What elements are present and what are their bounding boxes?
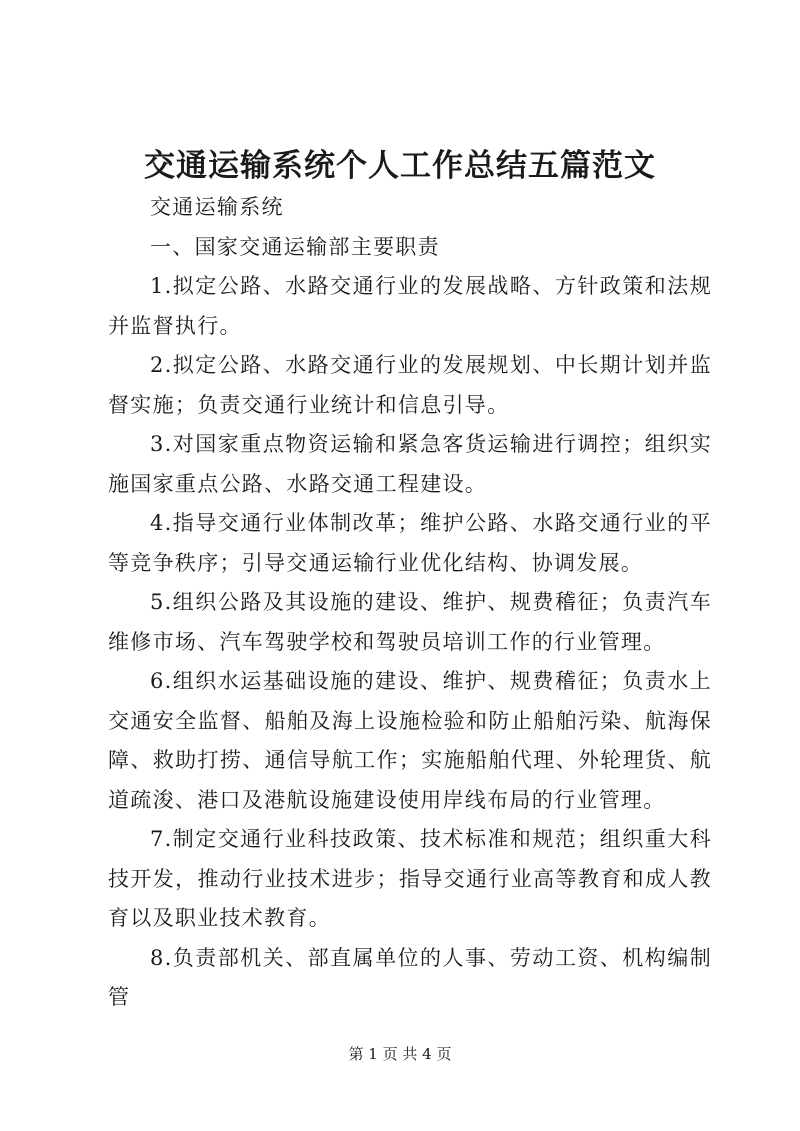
paragraph-item-3: 3.对国家重点物资运输和紧急客货运输进行调控；组织实施国家重点公路、水路交通工程建设。 [108,432,712,496]
page-number-footer: 第 1 页 共 4 页 [348,1045,452,1063]
paragraph-item-5: 5.组织公路及其设施的建设、维护、规费稽征；负责汽车维修市场、汽车驾驶学校和驾驶员培训工作的行业管理。 [108,590,712,654]
paragraph-item-1: 1.拟定公路、水路交通行业的发展战略、方针政策和法规并监督执行。 [108,274,712,338]
paragraph-item-6: 6.组织水运基础设施的建设、维护、规费稽征；负责水上交通安全监督、船舶及海上设施检验和防止船舶污染、航海保障、救助打捞、通信导航工作；实施船舶代理、外轮理货、航道疏浚、港口及港航设施建设使用岸线布局的行业管理。 [108,669,712,812]
paragraph-item-4: 4.指导交通行业体制改革；维护公路、水路交通行业的平等竞争秩序；引导交通运输行业优化结构、协调发展。 [108,511,712,575]
paragraph-subheading: 一、国家交通运输部主要职责 [150,234,440,259]
paragraph-item-7: 7.制定交通行业科技政策、技术标准和规范；组织重大科技开发，推动行业技术进步；指导交通行业高等教育和成人教育以及职业技术教育。 [108,827,712,930]
paragraph-item-2: 2.拟定公路、水路交通行业的发展规划、中长期计划并监督实施；负责交通行业统计和信息引导。 [108,353,712,417]
document-title: 交通运输系统个人工作总结五篇范文 [144,148,656,184]
document-body [108,188,712,1018]
paragraph-section-heading: 交通运输系统 [150,195,284,219]
paragraph-item-8: 8.负责部机关、部直属单位的人事、劳动工资、机构编制管 [108,945,712,1009]
